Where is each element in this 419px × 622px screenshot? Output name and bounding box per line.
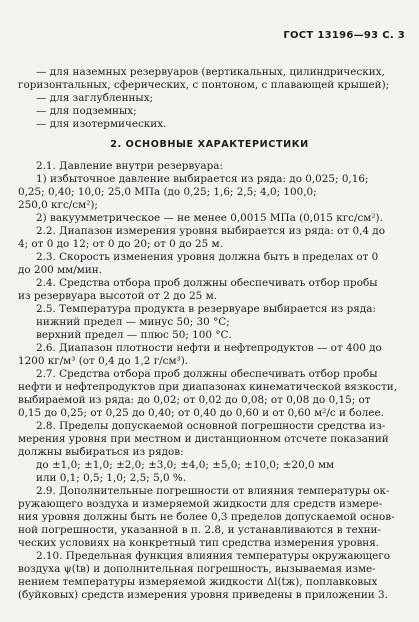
body-line-12: 2.5. Температура продукта в резервуаре выбирается из ряда: [36, 303, 376, 315]
body-line-26: 2.9. Дополнительные погрешности от влияния температуры ок- [36, 485, 390, 497]
body-line-18: нефти и нефтепродуктов при диапазонах кинематической вязкости, [18, 381, 398, 393]
body-line-27: ружающего воздуха и измеряемой жидкости для средств измере- [18, 498, 383, 510]
body-line-4: 250,0 кгс/см²); [18, 199, 98, 211]
intro-line-4: — для подземных; [36, 105, 137, 117]
body-line-14: верхний предел — плюс 50; 100 °С. [36, 329, 232, 341]
body-line-11: из резервуара высотой от 2 до 25 м. [18, 290, 217, 302]
body-line-17: 2.7. Средства отбора проб должны обеспечивать отбор пробы [36, 368, 378, 380]
body-line-31: 2.10. Предельная функция влияния температуры окружающего [36, 550, 390, 562]
intro-line-3: — для заглубленных; [36, 92, 154, 104]
body-line-13: нижний предел — минус 50; 30 °С; [36, 316, 230, 328]
section-title: 2. ОСНОВНЫЕ ХАРАКТЕРИСТИКИ [110, 139, 309, 150]
body-line-3: 0,25; 0,40; 10,0; 25,0 МПа (до 0,25; 1,6; 2,5; 4,0; 100,0; [18, 186, 317, 198]
page-header: ГОСТ 13196—93 С. 3 [283, 30, 405, 41]
intro-line-5: — для изотермических. [36, 118, 167, 130]
body-line-22: мерения уровня при местном и дистанционном отсчете показаний [18, 433, 389, 445]
intro-line-2: горизонтальных, сферических, с понтоном, с плавающей крышей); [18, 79, 390, 91]
body-line-5: 2) вакуумметрическое — не менее 0,0015 МПа (0,015 кгс/см²). [36, 212, 383, 224]
body-line-23: должны выбираться из рядов: [18, 446, 184, 458]
body-line-24: до ±1,0; ±1,0; ±2,0; ±3,0; ±4,0; ±5,0; ±10,0; ±20,0 мм [36, 459, 335, 471]
body-line-16: 1200 кг/м³ (от 0,4 до 1,2 г/см³). [18, 355, 189, 367]
body-line-29: ной погрешности, указанной в п. 2.8, и устанавливаются в техни- [18, 524, 381, 536]
body-line-30: ческих условиях на конкретный тип средства измерения уровня. [18, 537, 380, 549]
body-line-20: 0,15 до 0,25; от 0,25 до 0,40; от 0,40 до 0,60 и от 0,60 м²/с и более. [18, 407, 384, 419]
body-line-2: 1) избыточное давление выбирается из ряда: до 0,025; 0,16; [36, 173, 369, 185]
intro-line-1: — для наземных резервуаров (вертикальных, цилиндрических, [36, 66, 385, 78]
body-line-7: 4; от 0 до 12; от 0 до 20; от 0 до 25 м. [18, 238, 223, 250]
body-line-21: 2.8. Пределы допускаемой основной погрешности средства из- [36, 420, 386, 432]
body-line-25: или 0,1; 0,5; 1,0; 2,5; 5,0 %. [36, 472, 187, 484]
body-line-34: (буйковых) средств измерения уровня приведены в приложении 3. [18, 589, 388, 601]
body-line-28: ния уровня должны быть не более 0,3 пределов допускаемой основ- [18, 511, 395, 523]
body-line-10: 2.4. Средства отбора проб должны обеспечивать отбор пробы [36, 277, 378, 289]
body-line-32: воздуха ψ(tв) и дополнительная погрешность, вызываемая изме- [18, 563, 376, 575]
body-line-33: нением температуры измеряемой жидкости Δl(tж), поплавковых [18, 576, 378, 588]
body-line-15: 2.6. Диапазон плотности нефти и нефтепродуктов — от 400 до [36, 342, 382, 354]
body-line-8: 2.3. Скорость изменения уровня должна быть в пределах от 0 [36, 251, 379, 263]
body-line-9: до 200 мм/мин. [18, 264, 102, 276]
body-line-19: выбираемой из ряда: до 0,02; от 0,02 до 0,08; от 0,08 до 0,15; от [18, 394, 371, 406]
body-line-6: 2.2. Диапазон измерения уровня выбирается из ряда: от 0,4 до [36, 225, 385, 237]
body-line-1: 2.1. Давление внутри резервуара: [36, 160, 223, 172]
